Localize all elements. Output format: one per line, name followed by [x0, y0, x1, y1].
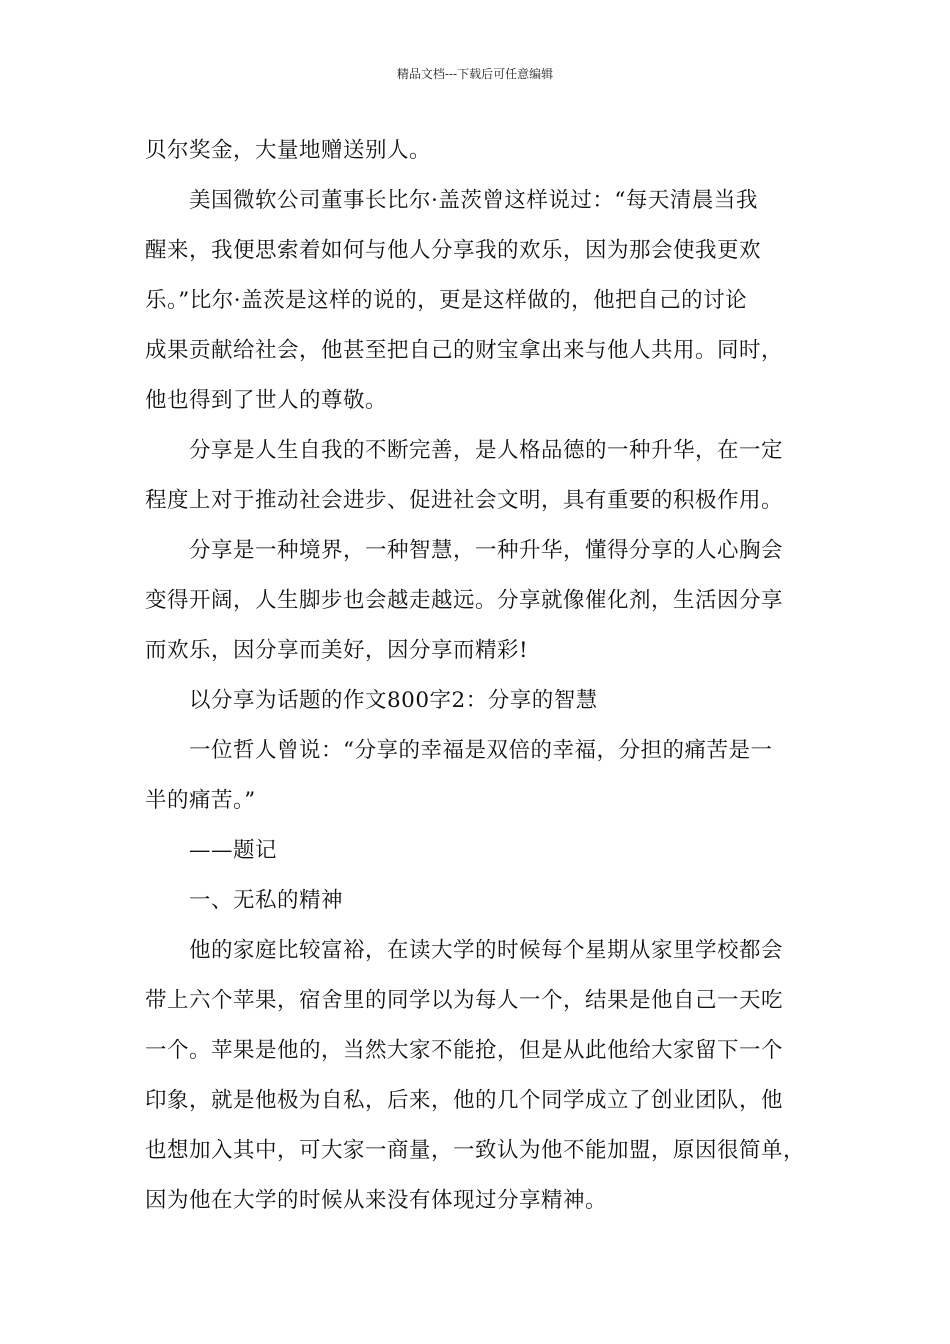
- text-line: 变得开阔，人生脚步也会越走越远。分享就像催化剂，生活因分享: [145, 588, 784, 613]
- text-line: 也想加入其中，可大家一商量，一致认为他不能加盟，原因很简单，: [145, 1138, 806, 1163]
- section-title: 以分享为话题的作文800字2：分享的智慧: [189, 688, 598, 713]
- text-line: 一个。苹果是他的，当然大家不能抢，但是从此他给大家留下一个: [145, 1038, 784, 1063]
- text-line: 分享是一种境界，一种智慧，一种升华，懂得分享的人心胸会: [189, 538, 784, 563]
- text-line: 贝尔奖金，大量地赠送别人。: [145, 138, 432, 163]
- text-line: 程度上对于推动社会进步、促进社会文明，具有重要的积极作用。: [145, 488, 784, 513]
- text-line: 乐。”比尔·盖茨是这样的说的，更是这样做的，他把自己的讨论: [145, 288, 748, 313]
- text-line: 他也得到了世人的尊敬。: [145, 388, 388, 413]
- text-line: 而欢乐，因分享而美好，因分享而精彩!: [145, 638, 529, 663]
- subheading: 一、无私的精神: [189, 888, 344, 913]
- text-line: 成果贡献给社会，他甚至把自己的财宝拿出来与他人共用。同时，: [145, 338, 784, 363]
- text-line: 因为他在大学的时候从来没有体现过分享精神。: [145, 1188, 608, 1213]
- page-header: 精品文档---下载后可任意编辑: [396, 67, 554, 81]
- text-line: 带上六个苹果，宿舍里的同学以为每人一个，结果是他自己一天吃: [145, 988, 784, 1013]
- text-line: 醒来，我便思索着如何与他人分享我的欢乐，因为那会使我更欢: [145, 238, 762, 263]
- text-line: 分享是人生自我的不断完善，是人格品德的一种升华，在一定: [189, 438, 784, 463]
- epigraph-attribution: ——题记: [189, 838, 278, 863]
- text-line: 一位哲人曾说：“分享的幸福是双倍的幸福，分担的痛苦是一: [189, 738, 773, 763]
- text-line: 他的家庭比较富裕，在读大学的时候每个星期从家里学校都会: [189, 938, 784, 963]
- document-body: [145, 131, 807, 1231]
- text-line: 美国微软公司董事长比尔·盖茨曾这样说过：“每天清晨当我: [189, 188, 758, 213]
- text-line: 印象，就是他极为自私，后来，他的几个同学成立了创业团队，他: [145, 1088, 784, 1113]
- text-line: 半的痛苦。”: [145, 788, 256, 813]
